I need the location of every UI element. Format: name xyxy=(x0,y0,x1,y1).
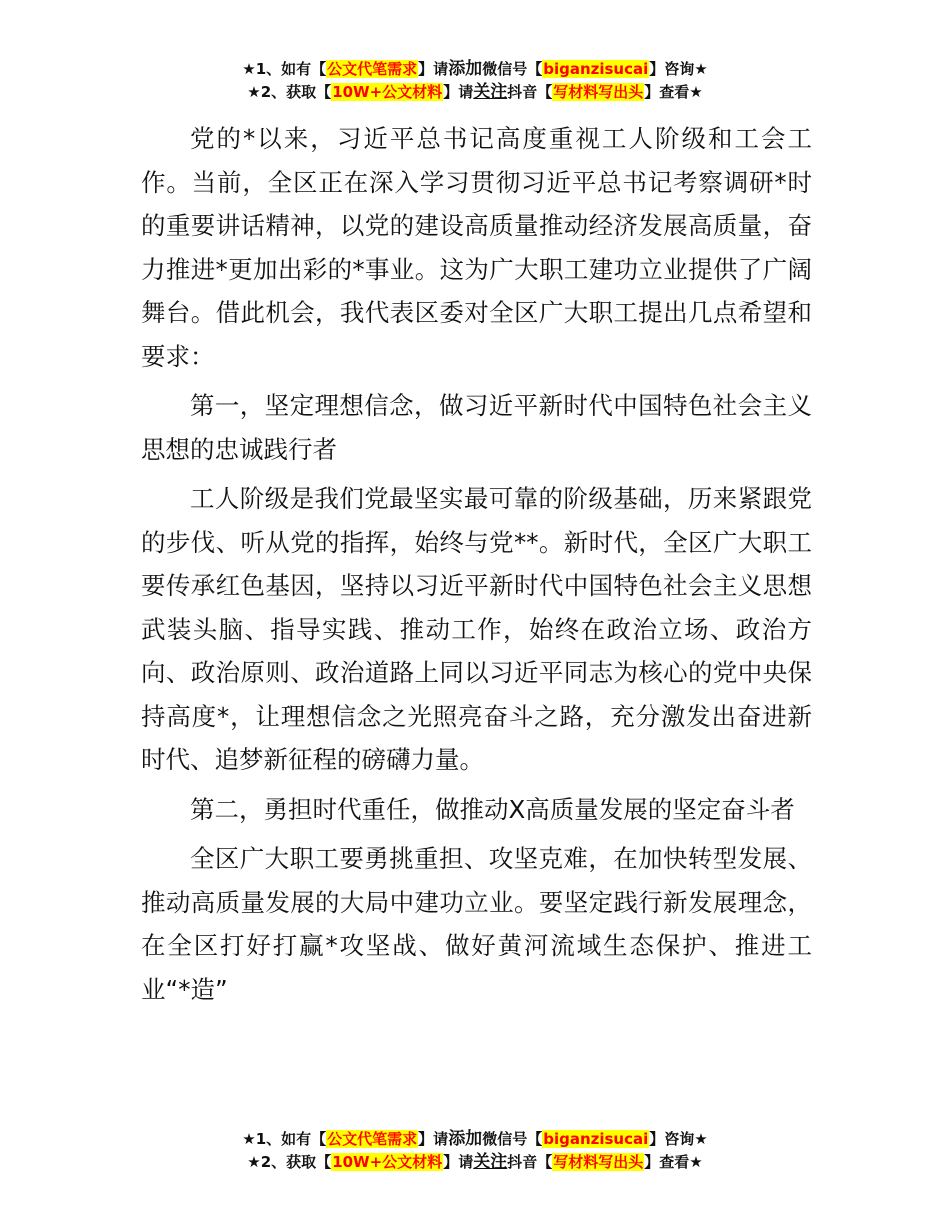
promo-text: 关注 xyxy=(473,1152,508,1172)
promo-text: 添加 xyxy=(448,59,483,79)
promo-line-2 xyxy=(0,1151,950,1174)
promo-highlight: 写材料写出头 xyxy=(553,83,644,101)
section-heading: 第一，坚定理想信念，做习近平新时代中国特色社会主义思想的忠诚践行者 xyxy=(141,391,812,464)
promo-text: 微信号【 xyxy=(482,60,543,78)
promo-text: 】咨询★ xyxy=(649,60,708,78)
promo-text: 添加 xyxy=(448,1129,483,1149)
promo-text: 】请 xyxy=(418,60,449,78)
promo-text: 】咨询★ xyxy=(649,1130,708,1148)
body-paragraph: 党的*以来，习近平总书记高度重视工人阶级和工会工作。当前，全区正在深入学习贯彻习近平总书记考察调研*时的重要讲话精神，以党的建设高质量推动经济发展高质量，奋力推进*更加出彩的*事业。这为广大职工建功立业提供了广阔舞台。借此机会，我代表区委对全区广大职工提出几点希望和要求： xyxy=(141,124,812,371)
document-body xyxy=(141,117,812,1017)
promo-text: 】请 xyxy=(443,83,474,101)
promo-text: 】查看★ xyxy=(644,83,703,101)
promo-text: ★2、获取【 xyxy=(247,83,332,101)
promo-line-1 xyxy=(0,58,950,81)
promo-text: 】请 xyxy=(418,1130,449,1148)
promo-highlight: biganzisucai xyxy=(543,60,649,78)
promo-text: 关注 xyxy=(473,82,508,102)
promo-highlight: biganzisucai xyxy=(543,1130,649,1148)
promo-text: 抖音【 xyxy=(507,83,553,101)
promo-highlight: 公文代笔需求 xyxy=(327,60,418,78)
body-paragraph: 全区广大职工要勇挑重担、攻坚克难，在加快转型发展、推动高质量发展的大局中建功立业。要坚定践行新发展理念，在全区打好打赢*攻坚战、做好黄河流域生态保护、推进工业“*造” xyxy=(141,844,812,1004)
promo-text: ★1、如有【 xyxy=(242,60,327,78)
promo-text: 抖音【 xyxy=(507,1153,553,1171)
promo-highlight: 10W+公文材料 xyxy=(332,1153,443,1171)
promo-highlight: 10W+公文材料 xyxy=(332,83,443,101)
promo-text: 微信号【 xyxy=(482,1130,543,1148)
promo-highlight: 写材料写出头 xyxy=(553,1153,644,1171)
promo-highlight: 公文代笔需求 xyxy=(327,1130,418,1148)
footer-promo-banner xyxy=(0,1128,950,1174)
promo-line-2 xyxy=(0,81,950,104)
promo-text: 】查看★ xyxy=(644,1153,703,1171)
body-paragraph: 工人阶级是我们党最坚实最可靠的阶级基础，历来紧跟党的步伐、听从党的指挥，始终与党**。新时代，全区广大职工要传承红色基因，坚持以习近平新时代中国特色社会主义思想武装头脑、指导实践、推动工作，始终在政治立场、政治方向、政治原则、政治道路上同以习近平同志为核心的党中央保持高度*，让理想信念之光照亮奋斗之路，充分激发出奋进新时代、追梦新征程的磅礴力量。 xyxy=(141,484,812,774)
promo-text: 】请 xyxy=(443,1153,474,1171)
promo-text: ★2、获取【 xyxy=(247,1153,332,1171)
promo-text: ★1、如有【 xyxy=(242,1130,327,1148)
promo-line-1 xyxy=(0,1128,950,1151)
header-promo-banner xyxy=(0,58,950,104)
section-heading: 第二，勇担时代重任，做推动X高质量发展的坚定奋斗者 xyxy=(190,794,795,824)
